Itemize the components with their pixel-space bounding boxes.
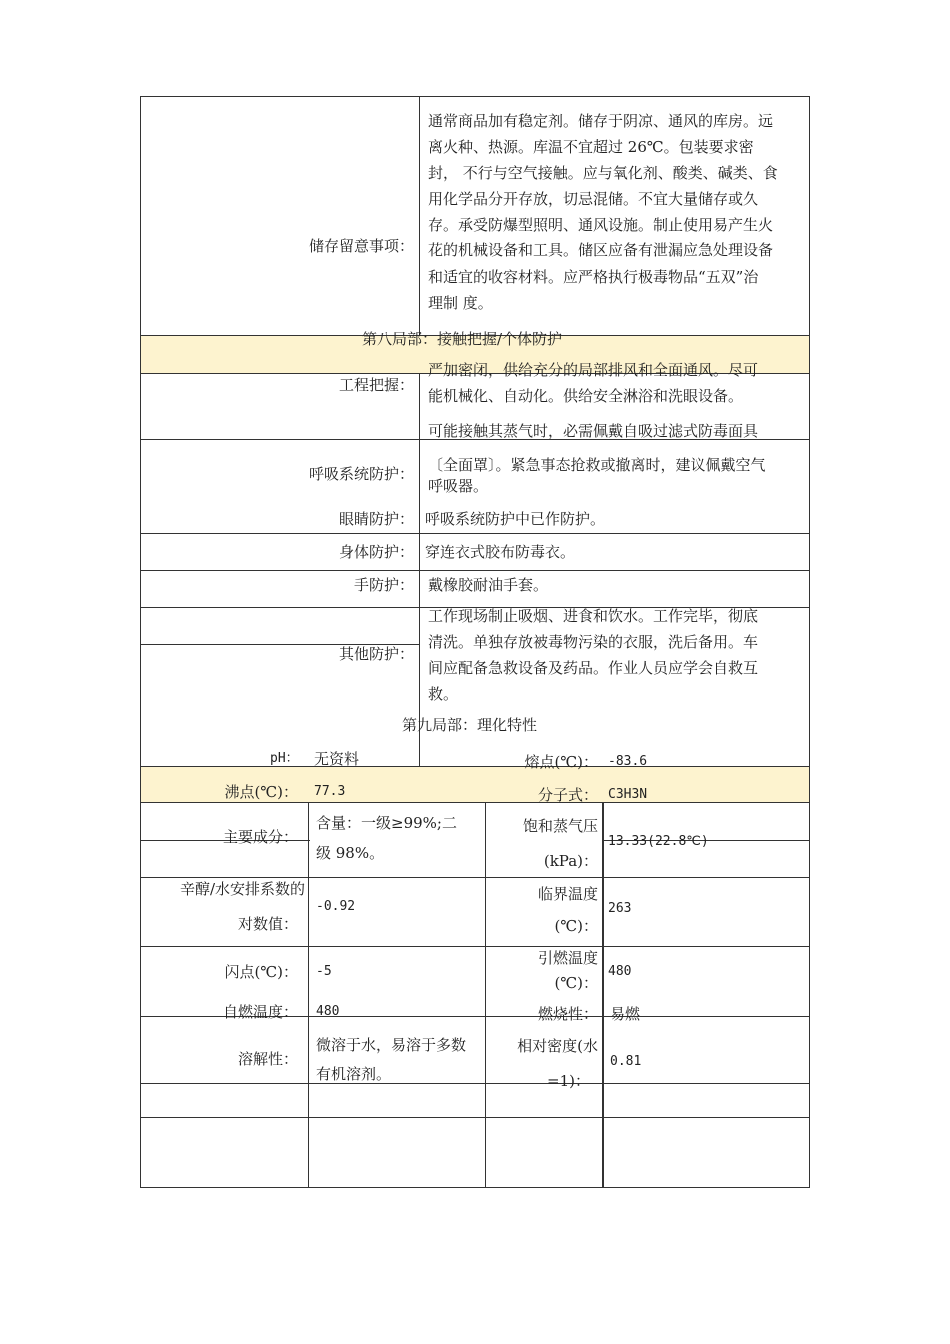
solubility-line: 有机溶剂。 bbox=[316, 1065, 392, 1083]
storage-line: 花的机械设备和工具。储区应备有泄漏应急处理设备 bbox=[428, 241, 774, 259]
engineering-label: 工程把握： bbox=[338, 376, 414, 394]
storage-line: 用化学品分开存放，切忌混储。不宜大量储存或久 bbox=[428, 190, 759, 208]
formula-label: 分子式： bbox=[537, 786, 598, 804]
hand-value: 戴橡胶耐油手套。 bbox=[428, 576, 549, 594]
solubility-label: 溶解性： bbox=[237, 1050, 298, 1068]
row-line bbox=[140, 533, 810, 534]
storage-line: 和适宜的收容材料。应严格执行极毒物品“五双”治 bbox=[428, 268, 759, 286]
body-label: 身体防护： bbox=[338, 543, 414, 561]
storage-line: 理制 度。 bbox=[428, 294, 493, 312]
ignition-label-2: (℃)： bbox=[554, 974, 598, 992]
row-line bbox=[140, 1117, 810, 1118]
composition-label: 主要成分： bbox=[222, 828, 298, 846]
ph-value: 无资料 bbox=[314, 750, 360, 768]
vapor-label-1: 饱和蒸气压 bbox=[522, 817, 598, 835]
composition-line: 含量：一级≥99%;二 bbox=[316, 814, 457, 832]
respiratory-line: 呼吸器。 bbox=[428, 477, 489, 495]
respiratory-label: 呼吸系统防护： bbox=[308, 465, 414, 483]
col-divider-storage bbox=[419, 96, 420, 335]
critical-label-2: (℃)： bbox=[554, 917, 598, 935]
other-line: 清洗。单独存放被毒物污染的衣服，洗后备用。车 bbox=[428, 633, 759, 651]
storage-line: 通常商品加有稳定剂。储存于阴凉、通风的库房。远 bbox=[428, 112, 774, 130]
eye-value: 呼吸系统防护中已作防护。 bbox=[425, 510, 606, 528]
flash-value: -5 bbox=[316, 964, 332, 979]
composition-line: 级 98%。 bbox=[316, 844, 385, 862]
storage-line: 存。承受防爆型照明、通风设施。制止使用易产生火 bbox=[428, 216, 774, 234]
flash-label: 闪点(℃)： bbox=[224, 963, 298, 981]
col-divider-c bbox=[602, 802, 604, 1188]
density-label-1: 相对密度(水 bbox=[517, 1037, 598, 1055]
other-line: 工作现场制止吸烟、进食和饮水。工作完毕，彻底 bbox=[428, 607, 759, 625]
eye-label: 眼睛防护： bbox=[338, 510, 414, 528]
row-line bbox=[140, 1083, 810, 1084]
other-line: 间应配备急救设备及药品。作业人员应学会自救互 bbox=[428, 659, 759, 677]
row-line bbox=[140, 766, 810, 767]
col-divider-b bbox=[485, 802, 486, 1188]
hand-label: 手防护： bbox=[353, 576, 414, 594]
melting-value: -83.6 bbox=[608, 754, 648, 769]
section8-title: 第八局部：接触把握/个体防护 bbox=[362, 330, 563, 348]
flammability-label: 燃烧性： bbox=[537, 1005, 598, 1023]
ignition-value: 480 bbox=[608, 964, 632, 979]
table-border-bottom bbox=[140, 1187, 810, 1188]
storage-line: 离火种、热源。库温不宜超过 26℃。包装要求密 bbox=[428, 138, 754, 156]
respiratory-line: 可能接触其蒸气时，必需佩戴自吸过滤式防毒面具 bbox=[428, 422, 759, 440]
other-label: 其他防护： bbox=[338, 645, 414, 663]
density-label-2: =1)： bbox=[547, 1072, 590, 1090]
logp-label-1: 辛醇/水安排系数的 bbox=[179, 880, 305, 898]
row-line bbox=[140, 946, 810, 947]
table-border-left bbox=[140, 96, 141, 1188]
storage-line: 封， 不行与空气接触。应与氧化剂、酸类、碱类、食 bbox=[428, 164, 778, 182]
formula-value: C3H3N bbox=[608, 787, 648, 802]
other-line: 救。 bbox=[428, 685, 459, 703]
density-value: 0.81 bbox=[610, 1054, 642, 1069]
ph-label: pH： bbox=[270, 751, 299, 766]
logp-value: -0.92 bbox=[316, 899, 356, 914]
body-value: 穿连衣式胶布防毒衣。 bbox=[425, 543, 576, 561]
flammability-value: 易燃 bbox=[610, 1005, 641, 1023]
critical-value: 263 bbox=[608, 901, 632, 916]
autoign-label: 自燃温度： bbox=[222, 1003, 298, 1021]
ignition-label-1: 引燃温度 bbox=[537, 949, 598, 967]
vapor-label-2: (kPa)： bbox=[543, 852, 598, 870]
engineering-line: 能机械化、自动化。供给安全淋浴和洗眼设备。 bbox=[428, 387, 744, 405]
autoign-value: 480 bbox=[316, 1004, 340, 1019]
boiling-value: 77.3 bbox=[314, 784, 346, 799]
table-border-right bbox=[809, 96, 810, 1188]
table-border-top bbox=[140, 96, 810, 97]
row-line bbox=[140, 570, 810, 571]
vapor-value: 13.33(22.8℃) bbox=[608, 834, 709, 849]
storage-label: 储存留意事项： bbox=[308, 237, 414, 255]
boiling-label: 沸点(℃)： bbox=[224, 783, 298, 801]
engineering-line: 严加密闭，供给充分的局部排风和全面通风。尽可 bbox=[428, 361, 759, 379]
logp-label-2: 对数值： bbox=[237, 915, 298, 933]
col-divider-a bbox=[308, 802, 309, 1188]
respiratory-line: 〔全面罩〕。紧急事态抢救或撤离时，建议佩戴空气 bbox=[428, 456, 766, 474]
section9-title: 第九局部：理化特性 bbox=[402, 716, 538, 734]
critical-label-1: 临界温度 bbox=[537, 885, 598, 903]
solubility-line: 微溶于水，易溶于多数 bbox=[316, 1036, 467, 1054]
melting-label: 熔点(℃)： bbox=[524, 753, 598, 771]
